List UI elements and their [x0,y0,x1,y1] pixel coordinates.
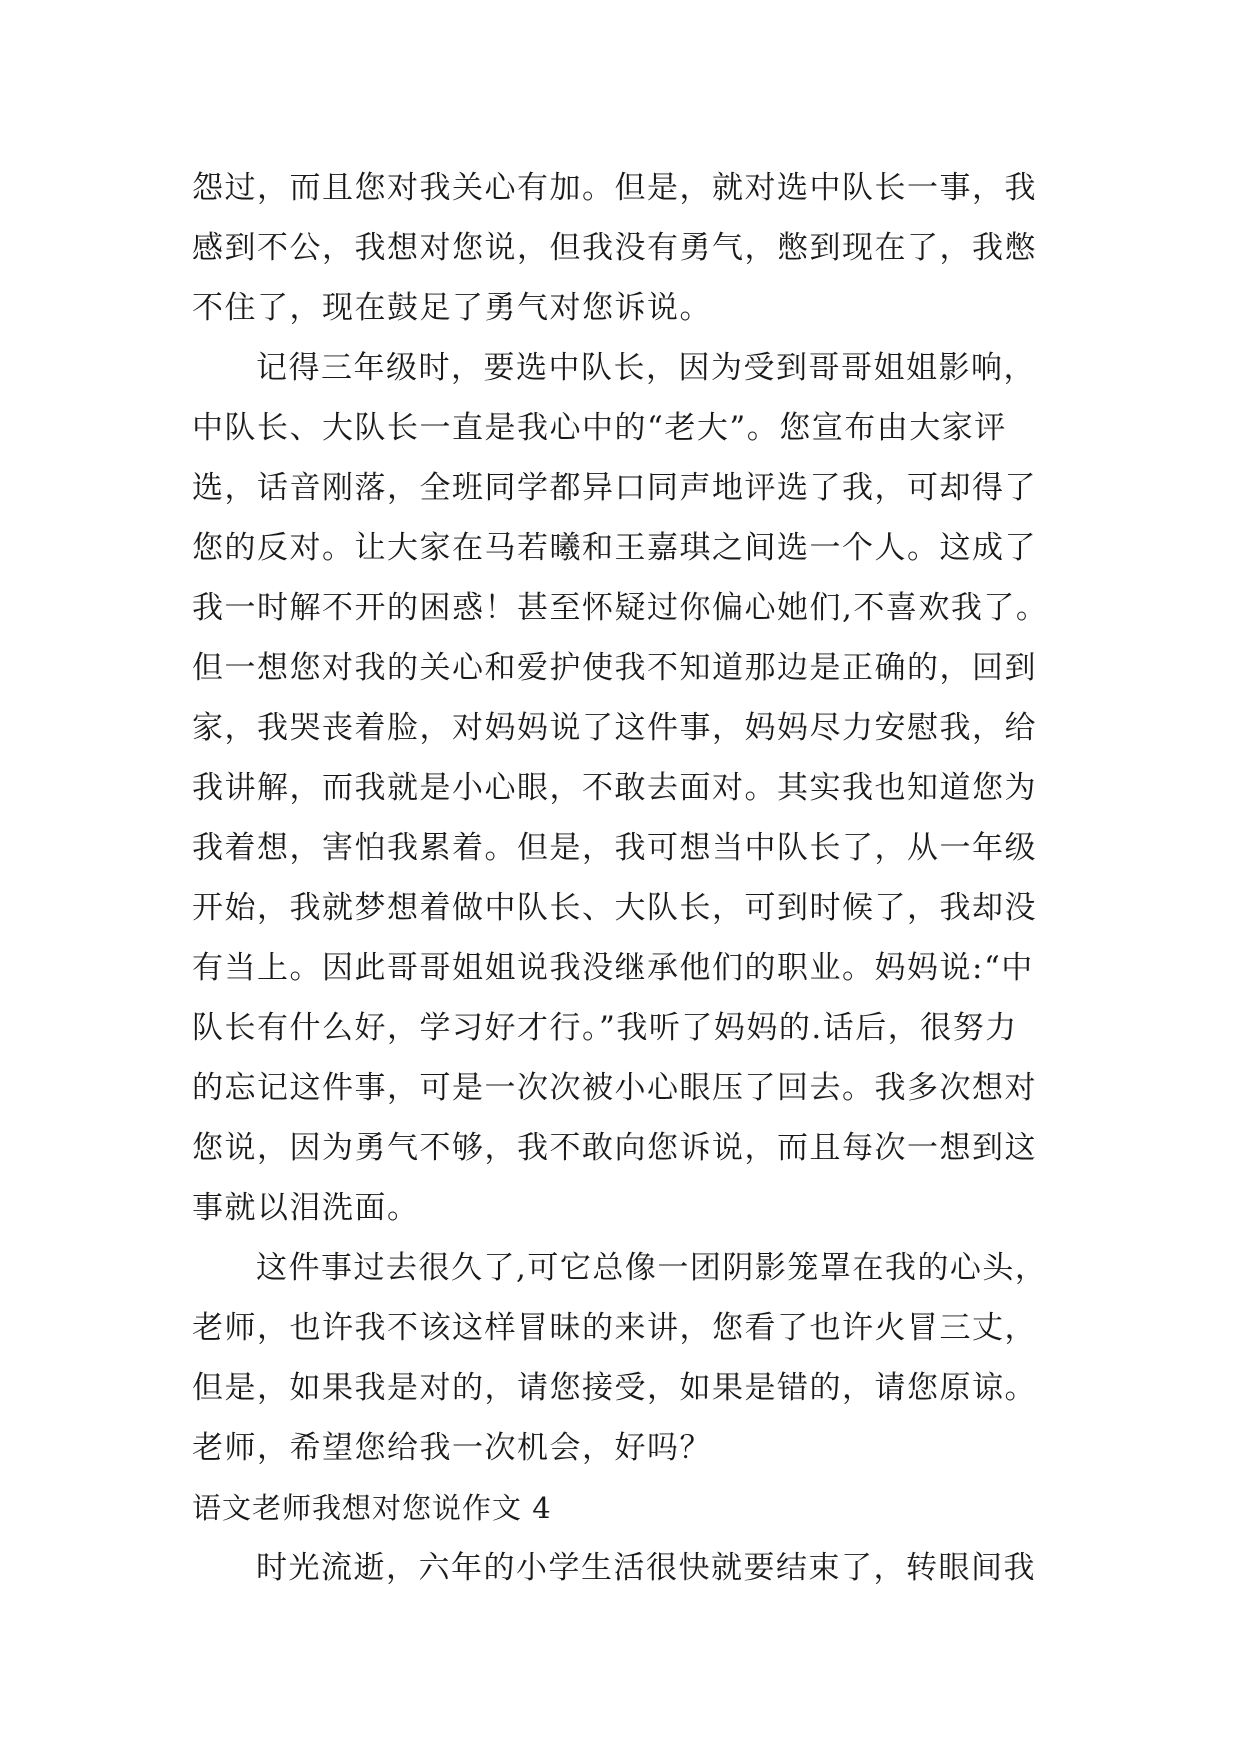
text-line: 老师，希望您给我一次机会，好吗？ [192,1430,712,1466]
section-heading: 语文老师我想对您说作文 4 [192,1491,552,1525]
text-line: 队长有什么好，学习好才行。”我听了妈妈的.话后，很努力 [192,1010,1018,1046]
text-line: 有当上。因此哥哥姐姐说我没继承他们的职业。妈妈说:“中 [192,950,1034,986]
text-line: 家，我哭丧着脸，对妈妈说了这件事，妈妈尽力安慰我，给 [192,710,1037,746]
paragraph-first-line: 记得三年级时，要选中队长，因为受到哥哥姐姐影响， [256,350,1036,386]
text-line: 但一想您对我的关心和爱护使我不知道那边是正确的，回到 [192,650,1037,686]
text-line: 怨过，而且您对我关心有加。但是，就对选中队长一事，我 [192,170,1037,206]
paragraph-first-line: 这件事过去很久了,可它总像一团阴影笼罩在我的心头， [256,1250,1048,1286]
text-line: 的忘记这件事，可是一次次被小心眼压了回去。我多次想对 [192,1070,1037,1106]
text-line: 感到不公，我想对您说，但我没有勇气，憋到现在了，我憋 [192,230,1037,266]
text-line: 选，话音刚落，全班同学都异口同声地评选了我，可却得了 [192,470,1037,506]
text-line: 我一时解不开的困惑！甚至怀疑过你偏心她们,不喜欢我了。 [192,590,1049,626]
text-line: 开始，我就梦想着做中队长、大队长，可到时候了，我却没 [192,890,1037,926]
text-line: 不住了，现在鼓足了勇气对您诉说。 [192,290,712,326]
text-line: 中队长、大队长一直是我心中的“老大”。您宣布由大家评 [192,410,1007,446]
text-line: 但是，如果我是对的，请您接受，如果是错的，请您原谅。 [192,1370,1037,1406]
paragraph-first-line: 时光流逝，六年的小学生活很快就要结束了，转眼间我 [256,1550,1036,1586]
text-line: 事就以泪洗面。 [192,1190,420,1226]
text-line: 老师，也许我不该这样冒昧的来讲，您看了也许火冒三丈， [192,1310,1037,1346]
document-body [192,158,1052,1598]
text-line: 您的反对。让大家在马若曦和王嘉琪之间选一个人。这成了 [192,530,1037,566]
text-line: 我着想，害怕我累着。但是，我可想当中队长了，从一年级 [192,830,1037,866]
text-line: 您说，因为勇气不够，我不敢向您诉说，而且每次一想到这 [192,1130,1037,1166]
text-line: 我讲解，而我就是小心眼，不敢去面对。其实我也知道您为 [192,770,1037,806]
